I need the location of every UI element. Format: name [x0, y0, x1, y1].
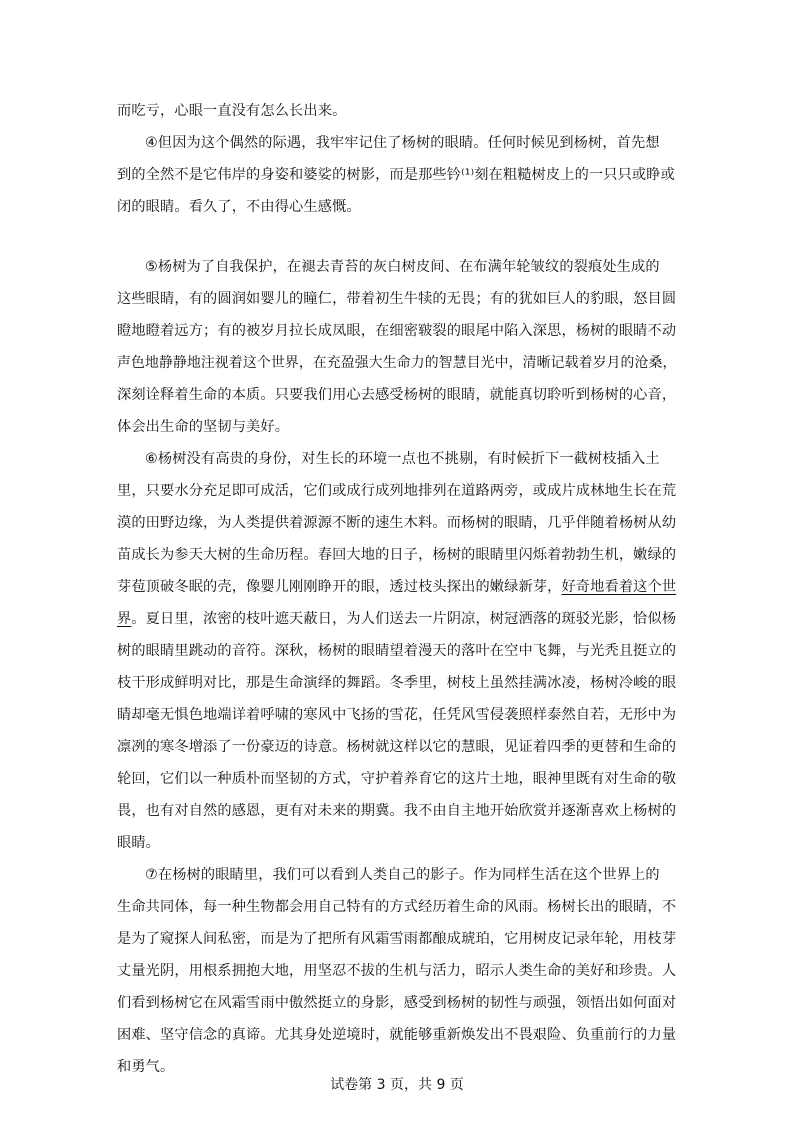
text-line: 闭的眼睛。看久了，不由得心生感慨。: [117, 199, 361, 215]
text-line: [117, 577, 676, 597]
text-line: 声色地静静地注视着这个世界，在充盈强大生命力的智慧目光中，清晰记载着岁月的沧桑，: [117, 355, 677, 371]
text-line: 枝干形成鲜明对比，那是生命演绎的舞蹈。冬季里，树枝上虽然挂满冰凌，杨树冷峻的眼: [117, 675, 677, 691]
text-line: 是为了窥探人间私密，而是为了把所有风霜雪雨都酿成琥珀，它用树皮记录年轮，用枝芽: [117, 931, 677, 947]
text-line: 和勇气。: [117, 1059, 175, 1075]
text-line: 这些眼睛，有的圆润如婴儿的瞳仁，带着初生牛犊的无畏；有的犹如巨人的豹眼，怒目圆: [117, 291, 677, 307]
text-line: 而吃亏，心眼一直没有怎么长出来。: [117, 103, 347, 119]
text-line: 眼睛。: [117, 835, 161, 851]
text-line: 体会出生命的坚韧与美好。: [117, 419, 290, 435]
text-line: 树的眼睛里跳动的音符。深秋，杨树的眼睛望着漫天的落叶在空中飞舞，与光秃且挺立的: [117, 643, 677, 659]
paragraph-7-line-1: ⑦在杨树的眼睛里，我们可以看到人类自己的影子。作为同样生活在这个世界上的: [145, 867, 660, 883]
text-line: 睛却毫无惧色地端详着呼啸的寒风中飞扬的雪花，任凭风雪侵袭照样泰然自若，无形中为: [117, 707, 677, 723]
text-line: 们看到杨树它在风霜雪雨中傲然挺立的身影，感受到杨树的韧性与顽强，领悟出如何面对: [117, 995, 677, 1011]
text-line: 里，只要水分充足即可成活，它们或成行成列地排列在道路两旁，或成片成林地生长在荒: [117, 483, 677, 499]
paragraph-6-line-1: ⑥杨树没有高贵的身份，对生长的环境一点也不挑剔，有时候折下一截树枝插入土: [145, 451, 660, 467]
text-line: 凛冽的寒冬增添了一份豪迈的诗意。杨树就这样以它的慧眼，见证着四季的更替和生命的: [117, 739, 677, 755]
underlined-phrase: 界: [117, 611, 132, 627]
text-line: 苗成长为参天大树的生命历程。春回大地的日子，杨树的眼睛里闪烁着勃勃生机，嫩绿的: [117, 547, 677, 563]
text-line: 困难、坚守信念的真谛。尤其身处逆境时，就能够重新焕发出不畏艰险、负重前行的力量: [117, 1027, 677, 1043]
text-line: 瞪地瞪着远方；有的被岁月拉长成凤眼，在细密皲裂的眼尾中陷入深思，杨树的眼睛不动: [117, 323, 677, 339]
paragraph-5-line-1: ⑤杨树为了自我保护，在褪去青苔的灰白树皮间、在布满年轮皱纹的裂痕处生成的: [145, 259, 660, 275]
text-segment: 芽苞顶破冬眠的壳，像婴儿刚刚睁开的眼，透过枝头探出的嫩绿新芽，: [117, 579, 562, 595]
text-line: [117, 609, 676, 629]
page-footer: 试卷第 3 页，共 9 页: [330, 1077, 464, 1093]
text-line: 丈量光阴，用根系拥抱大地，用坚忍不拔的生机与活力，昭示人类生命的美好和珍贵。人: [117, 963, 677, 979]
text-line: 漠的田野边缘，为人类提供着源源不断的速生木料。而杨树的眼睛，几乎伴随着杨树从幼: [117, 515, 677, 531]
text-line: 到的全然不是它伟岸的身姿和婆娑的树影，而是那些钤⁽¹⁾刻在粗糙树皮上的一只只或睁或: [117, 167, 675, 183]
text-line: 轮回，它们以一种质朴而坚韧的方式，守护着养育它的这片土地，眼神里既有对生命的敬: [117, 771, 677, 787]
text-line: 生命共同体，每一种生物都会用自己特有的方式经历着生命的风雨。杨树长出的眼睛，不: [117, 899, 677, 915]
text-segment: 。夏日里，浓密的枝叶遮天蔽日，为人们送去一片阴凉，树冠洒落的斑驳光影，恰似杨: [131, 611, 677, 627]
text-line: 畏，也有对自然的感恩，更有对未来的期冀。我不由自主地开始欣赏并逐渐喜欢上杨树的: [117, 803, 677, 819]
underlined-phrase: 好奇地看着这个世: [561, 579, 677, 595]
text-line: 深刻诠释着生命的本质。只要我们用心去感受杨树的眼睛，就能真切聆听到杨树的心音，: [117, 387, 677, 403]
paragraph-4-line-1: ④但因为这个偶然的际遇，我牢牢记住了杨树的眼睛。任何时候见到杨树，首先想: [145, 135, 660, 151]
